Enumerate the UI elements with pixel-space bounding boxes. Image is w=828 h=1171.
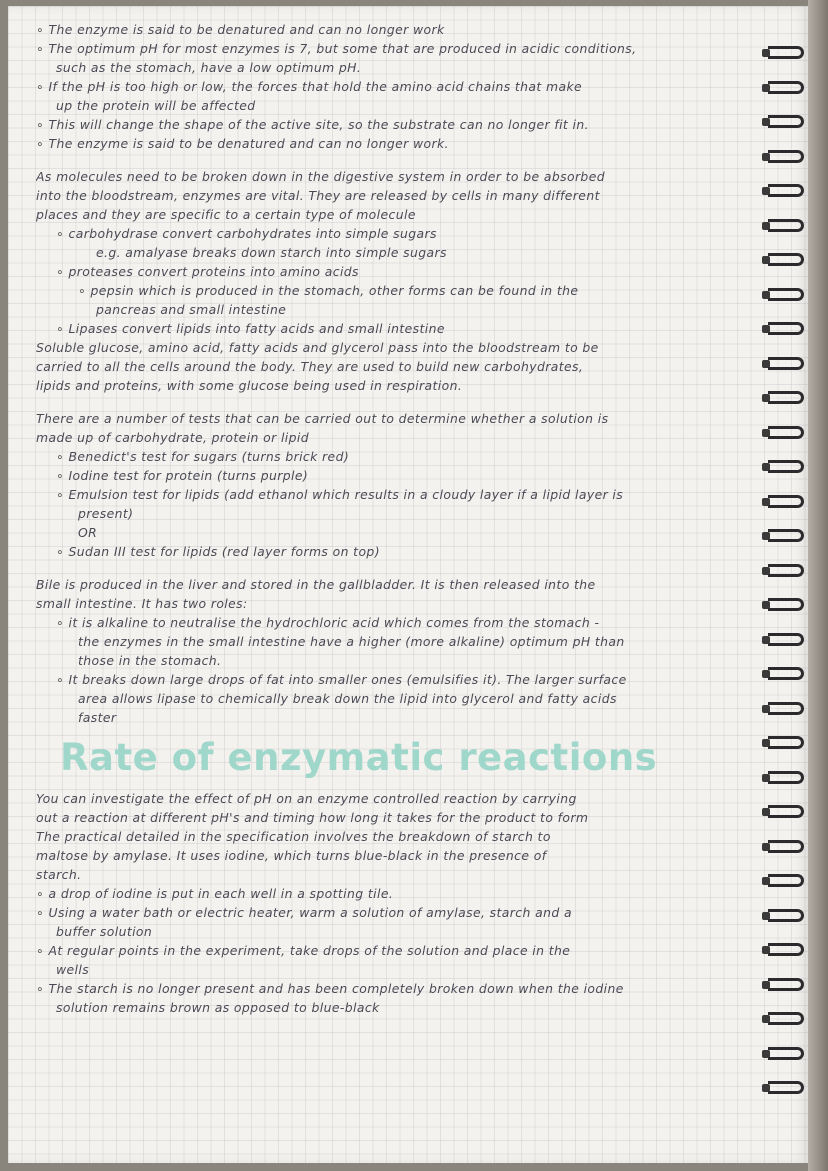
binding-ring [768,1012,804,1025]
note-line: e.g. amalyase breaks down starch into simple sugars [96,245,447,260]
note-line: There are a number of tests that can be carried out to determine whether a solution is [36,411,609,426]
note-line: buffer solution [56,924,153,939]
note-line: such as the stomach, have a low optimum pH. [56,60,362,75]
note-line: into the bloodstream, enzymes are vital. They are released by cells in many different [36,188,600,203]
note-line: carried to all the cells around the body. They are used to build new carbohydrates, [36,359,584,374]
binding-ring [768,219,804,232]
spiral-binding [762,46,808,1126]
binding-ring [768,874,804,887]
note-line: ∘ Sudan III test for lipids (red layer forms on top) [36,542,776,561]
bile-section [36,575,776,727]
binding-ring [768,840,804,853]
binding-ring [768,357,804,370]
rate-of-reaction-section [36,789,776,1017]
section-heading: Rate of enzymatic reactions [60,736,658,779]
note-line: ∘ Benedict's test for sugars (turns brick red) [36,447,776,466]
note-line: solution remains brown as opposed to blue-black [56,1000,380,1015]
note-line: places and they are specific to a certain type of molecule [36,207,416,222]
note-line: faster [78,710,117,725]
note-line: ∘ At regular points in the experiment, take drops of the solution and place in the [36,941,776,960]
note-line: those in the stomach. [78,653,222,668]
binding-ring [768,529,804,542]
note-line: ∘ pepsin which is produced in the stomach, other forms can be found in the [36,281,776,300]
note-line: area allows lipase to chemically break down the lipid into glycerol and fatty acids [78,691,617,706]
notebook-page [8,6,808,1163]
note-line: wells [56,962,90,977]
note-line: maltose by amylase. It uses iodine, which turns blue-black in the presence of [36,848,547,863]
note-line: the enzymes in the small intestine have a higher (more alkaline) optimum pH than [78,634,625,649]
note-line: lipids and proteins, with some glucose being used in respiration. [36,378,463,393]
note-line: starch. [36,867,82,882]
binding-ring [768,564,804,577]
note-line: ∘ proteases convert proteins into amino acids [36,262,776,281]
notes-content [36,20,776,1017]
binding-ring [768,633,804,646]
note-line: Bile is produced in the liver and stored in the gallbladder. It is then released into the [36,577,596,592]
note-line: ∘ If the pH is too high or low, the forces that hold the amino acid chains that make [36,77,776,96]
binding-ring [768,736,804,749]
note-line: small intestine. It has two roles: [36,596,248,611]
binding-ring [768,598,804,611]
binding-ring [768,150,804,163]
note-line: ∘ a drop of iodine is put in each well in a spotting tile. [36,884,776,903]
note-line: ∘ It breaks down large drops of fat into smaller ones (emulsifies it). The larger surface [36,670,776,689]
note-line: present) [78,506,134,521]
binding-ring [768,460,804,473]
binding-ring [768,1047,804,1060]
binding-ring [768,978,804,991]
note-line: ∘ This will change the shape of the active site, so the substrate can no longer fit in. [36,115,776,134]
binding-ring [768,1081,804,1094]
note-line: OR [78,525,98,540]
food-tests-section [36,409,776,561]
note-line: ∘ The enzyme is said to be denatured and can no longer work. [36,134,776,153]
binding-ring [768,495,804,508]
binding-ring [768,702,804,715]
note-line: ∘ Lipases convert lipids into fatty acids and small intestine [36,319,776,338]
note-line: Soluble glucose, amino acid, fatty acids and glycerol pass into the bloodstream to be [36,340,599,355]
binding-ring [768,288,804,301]
page-edge [808,0,828,1171]
note-line: ∘ carbohydrase convert carbohydrates into simple sugars [36,224,776,243]
denaturation-section [36,20,776,153]
note-line: made up of carbohydrate, protein or lipid [36,430,309,445]
note-line: ∘ Emulsion test for lipids (add ethanol which results in a cloudy layer if a lipid layer is [36,485,776,504]
note-line: As molecules need to be broken down in the digestive system in order to be absorbed [36,169,605,184]
binding-ring [768,909,804,922]
note-line: The practical detailed in the specification involves the breakdown of starch to [36,829,551,844]
note-line: ∘ Iodine test for protein (turns purple) [36,466,776,485]
binding-ring [768,184,804,197]
binding-ring [768,322,804,335]
note-line: You can investigate the effect of pH on an enzyme controlled reaction by carrying [36,791,577,806]
note-line: up the protein will be affected [56,98,256,113]
note-line: out a reaction at different pH's and timing how long it takes for the product to form [36,810,589,825]
note-line: ∘ Using a water bath or electric heater, warm a solution of amylase, starch and a [36,903,776,922]
note-line: ∘ The starch is no longer present and has been completely broken down when the iodine [36,979,776,998]
binding-ring [768,81,804,94]
binding-ring [768,771,804,784]
note-line: ∘ it is alkaline to neutralise the hydrochloric acid which comes from the stomach - [36,613,776,632]
note-line: ∘ The enzyme is said to be denatured and can no longer work [36,20,776,39]
note-line: ∘ The optimum pH for most enzymes is 7, but some that are produced in acidic conditions, [36,39,776,58]
binding-ring [768,253,804,266]
binding-ring [768,667,804,680]
binding-ring [768,943,804,956]
binding-ring [768,805,804,818]
binding-ring [768,391,804,404]
digestive-enzymes-section [36,167,776,395]
binding-ring [768,46,804,59]
binding-ring [768,115,804,128]
note-line: pancreas and small intestine [96,302,287,317]
binding-ring [768,426,804,439]
